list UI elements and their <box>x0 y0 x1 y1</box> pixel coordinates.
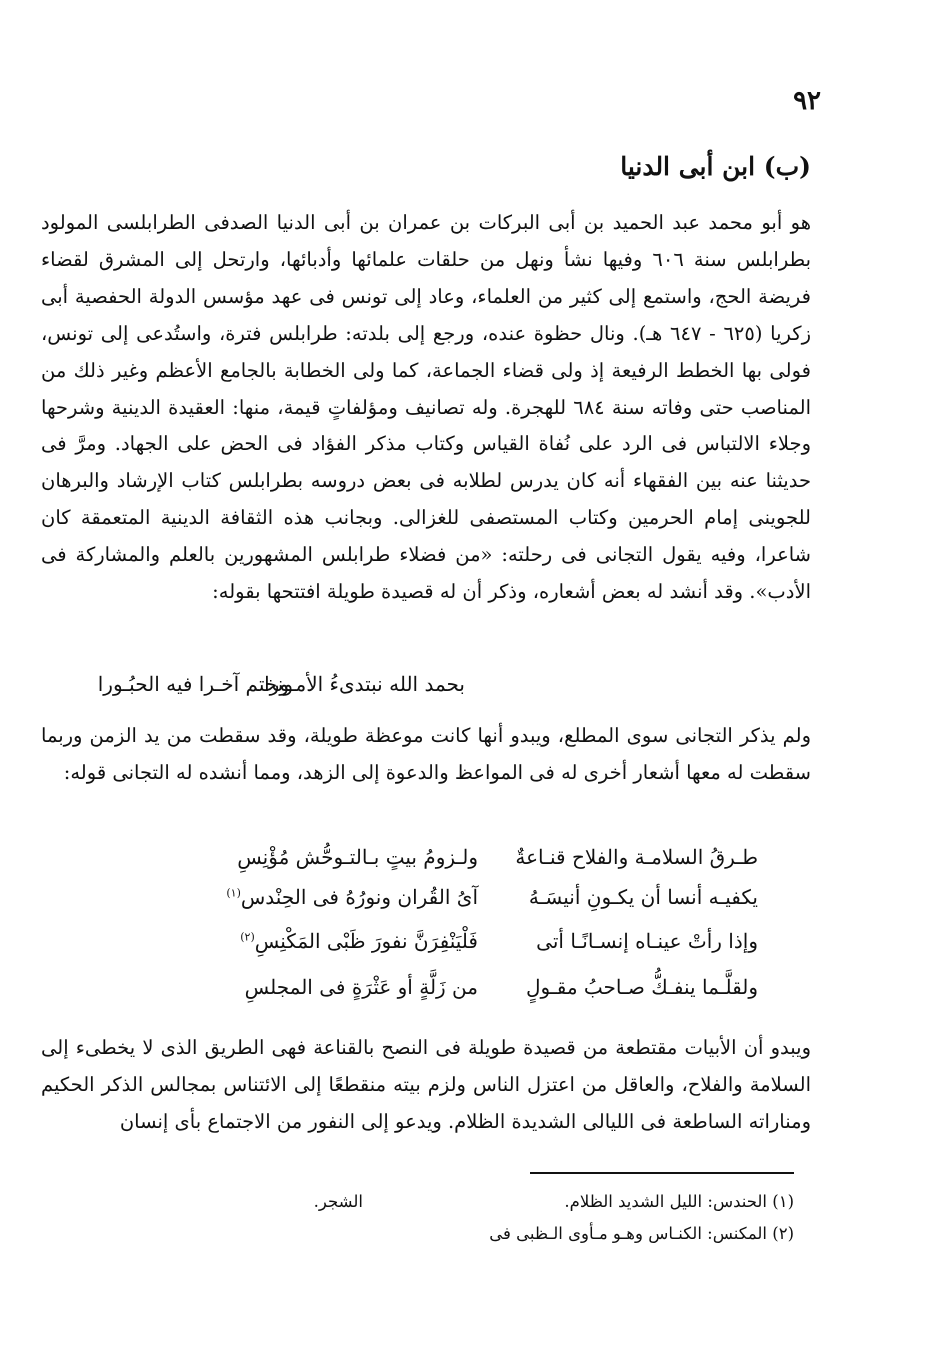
poem-verse-3-second-hemistich <box>240 929 478 953</box>
poem-verse-3-first-hemistich: وإذا رأتْ عينـاه إنسـانًـا أتى <box>536 929 758 953</box>
page-number: ٩٢ <box>793 86 821 116</box>
verse-text: آىُ القُران ونورُهُ فى الحِنْدس <box>240 885 478 909</box>
poem-verse-4-second-hemistich: من زَلَّةٍ أو عَثْرَةٍ فى المجلسِ <box>244 975 478 999</box>
opening-verse-first-hemistich: بحمد الله نبتدىءُ الأمـورا <box>264 672 465 696</box>
poem-verse-2-first-hemistich: يكفيـه أنسا أن يكـونِ أنيسَـهُ <box>528 885 758 909</box>
poem-verse-1-first-hemistich: طـرقُ السلامـة والفلاح قنـاعةٌ <box>515 845 758 869</box>
poem-verse-4-first-hemistich: ولقلَّـما ينفـكُّ صـاحبُ مقـولٍ <box>525 975 758 999</box>
biography-paragraph: هو أبو محمد عبد الحميد بن أبى البركات بن عمران بن أبى الدنيا الصدفى الطرابلسى المولود بطرابلس سنة ٦٠٦ وفيها نشأ ونهل من حلقات علمائها وأدبائها، وارتحل إلى المشرق لقضاء فريضة الحج، واستمع إلى كثير من العلماء، وعاد إلى تونس فى عهد مؤسس الدولة الحفصية أبى زكريا (٦٢٥ - ٦٤٧ هـ). ونال حظوة عنده، ورجع إلى بلدته: طرابلس فترة، واستُدعى إلى تونس، فولى بها الخطط الرفيعة إذ ولى قضاء الجماعة، كما ولى الخطابة بالجامع الأعظم وغير ذلك من المناصب حتى وفاته سنة ٦٨٤ للهجرة. وله تصانيف ومؤلفاتٍ قيمة، منها: العقيدة الدينية وشرحها وجلاء الالتباس فى الرد على نُفاة القياس وكتاب مذكر الفؤاد فى الحض على الجهاد. ومرَّ فى حديثنا عنه بين الفقهاء أنه كان يدرس لطلابه فى بعض دروسه بطرابلس كتاب الإرشاد والبرهان للجوينى إمام الحرمين وكتاب المستصفى للغزالى. وبجانب هذه الثقافة الدينية المتعمقة كان شاعرا، وفيه يقول التجانى فى رحلته: «من فضلاء طرابلس المشهورين بالعلم والمشاركة فى الأدب». وقد أنشد له بعض أشعاره، وذكر أن له قصيدة طويلة افتتحها بقوله: <box>41 211 812 604</box>
section-heading: (ب) ابن أبى الدنيا <box>620 152 811 181</box>
footnote-2-continuation: الشجر. <box>313 1192 363 1211</box>
footnote-divider <box>530 1172 794 1174</box>
analysis-paragraph: ويبدو أن الأبيات مقتطعة من قصيدة طويلة فى النصح بالقناعة فهى الطريق الذى لا يخطىء إلى السلامة والفلاح، والعاقل من اعتزل الناس ولزم بيته منقطعًا إلى الائتناس بمجالس الذكر الحكيم ومناراته الساطعة فى الليالى الشديدة الظلام. ويدعو إلى النفور من الاجتماع بأى إنسان <box>41 1036 811 1133</box>
footnote-2: (٢) المكنس: الكنـاس وهـو مـأوى الـظبى فى <box>489 1224 794 1243</box>
footnote-1: (١) الحندس: الليل الشديد الظلام. <box>564 1192 794 1211</box>
poem-verse-1-second-hemistich: ولـزومُ بيتٍ بـالتـوحُّش مُؤْنِسِ <box>237 845 478 869</box>
footnote-marker: (١) <box>226 886 241 900</box>
footnote-marker: (٢) <box>240 930 255 944</box>
verse-text: فَلْيَنْفِرَنَّ نفورَ ظَبْى المَكْنِسِ <box>254 929 478 953</box>
commentary-paragraph: ولم يذكر التجانى سوى المطلع، ويبدو أنها كانت موعظة طويلة، وقد سقطت من يد الزمن وربما سقطت له معها أشعار أخرى له فى المواعظ والدعوة إلى الزهد، ومما أنشده له التجانى قوله: <box>41 724 811 784</box>
opening-verse-second-hemistich: ونختم آخـرا فيه الحبُـورا <box>97 672 293 696</box>
poem-block <box>0 845 933 1015</box>
poem-verse-2-second-hemistich <box>226 885 478 909</box>
